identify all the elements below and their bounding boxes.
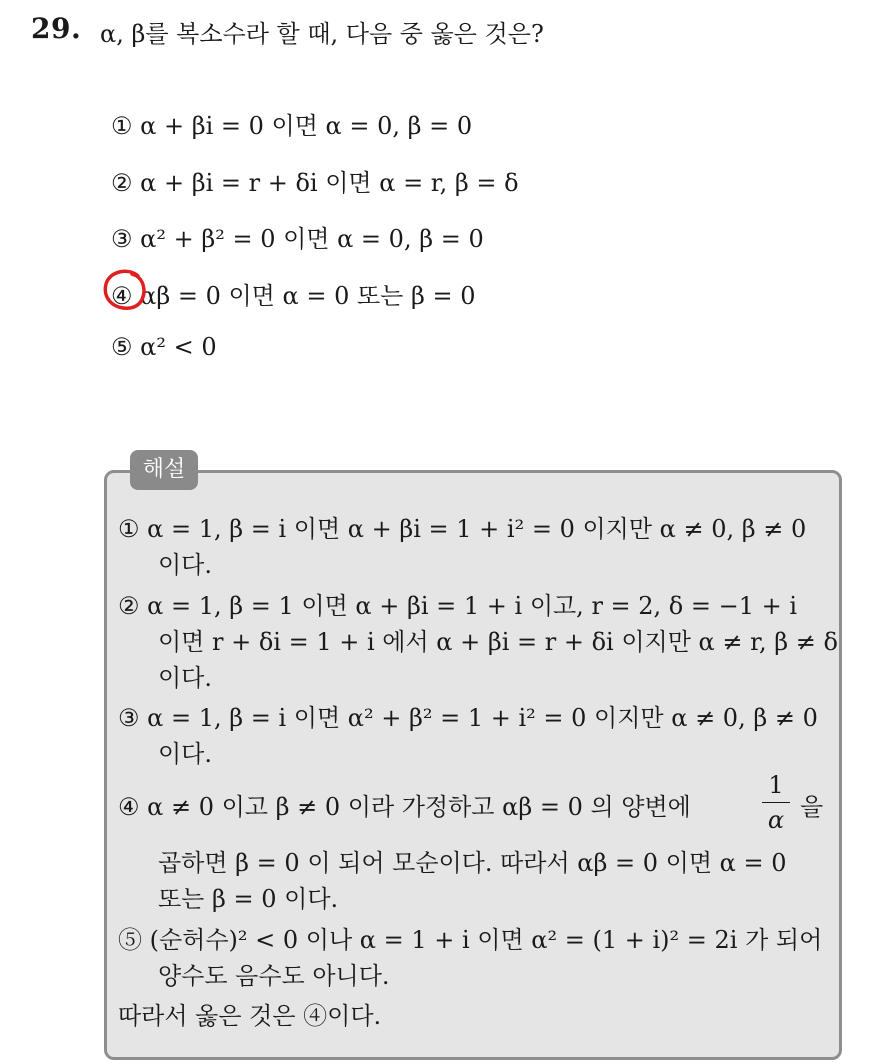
choice-2[interactable]: ② α + βi = r + δi 이면 α = r, β = δ	[111, 169, 519, 197]
solution-line: ② α = 1, β = 1 이면 α + βi = 1 + i 이고, r = 2, δ = −1 + i	[118, 592, 798, 620]
solution-line: 또는 β = 0 이다.	[158, 885, 339, 913]
choice-4[interactable]: ④ αβ = 0 이면 α = 0 또는 β = 0	[111, 282, 476, 310]
choice-3[interactable]: ③ α² + β² = 0 이면 α = 0, β = 0	[111, 225, 484, 253]
fraction-numerator: 1	[768, 771, 784, 799]
fraction	[762, 770, 790, 835]
choice-5[interactable]: ⑤ α² < 0	[111, 333, 217, 361]
solution-line: 양수도 음수도 아니다.	[158, 962, 390, 990]
question-text: α, β를 복소수라 할 때, 다음 중 옳은 것은?	[100, 20, 544, 48]
choice-1[interactable]: ① α + βi = 0 이면 α = 0, β = 0	[111, 112, 473, 140]
solution-tab: 해설	[130, 450, 198, 490]
solution-line: 이면 r + δi = 1 + i 에서 α + βi = r + δi 이지만 α ≠ r, β ≠ δ	[158, 628, 838, 656]
solution-line: ⑤ (순허수)² < 0 이나 α = 1 + i 이면 α² = (1 + i)² = 2i 가 되어	[118, 926, 823, 954]
fraction-bar	[762, 802, 790, 803]
solution-line: 곱하면 β = 0 이 되어 모순이다. 따라서 αβ = 0 이면 α = 0	[158, 849, 787, 877]
answer-mark-icon	[102, 268, 148, 312]
solution-line: 이다.	[158, 740, 212, 768]
fraction-denominator: α	[767, 806, 785, 834]
solution-line: ① α = 1, β = i 이면 α + βi = 1 + i² = 0 이지만 α ≠ 0, β ≠ 0	[118, 515, 807, 543]
solution-line: ③ α = 1, β = i 이면 α² + β² = 1 + i² = 0 이지만 α ≠ 0, β ≠ 0	[118, 704, 818, 732]
solution-line: 이다.	[158, 551, 212, 579]
solution-line: 이다.	[158, 664, 212, 692]
solution-conclusion: 따라서 옳은 것은 ④이다.	[118, 1002, 382, 1030]
solution-line: ④ α ≠ 0 이고 β ≠ 0 이라 가정하고 αβ = 0 의 양변에	[118, 793, 691, 821]
solution-line: 을	[800, 793, 824, 821]
question-number: 29.	[31, 12, 82, 45]
